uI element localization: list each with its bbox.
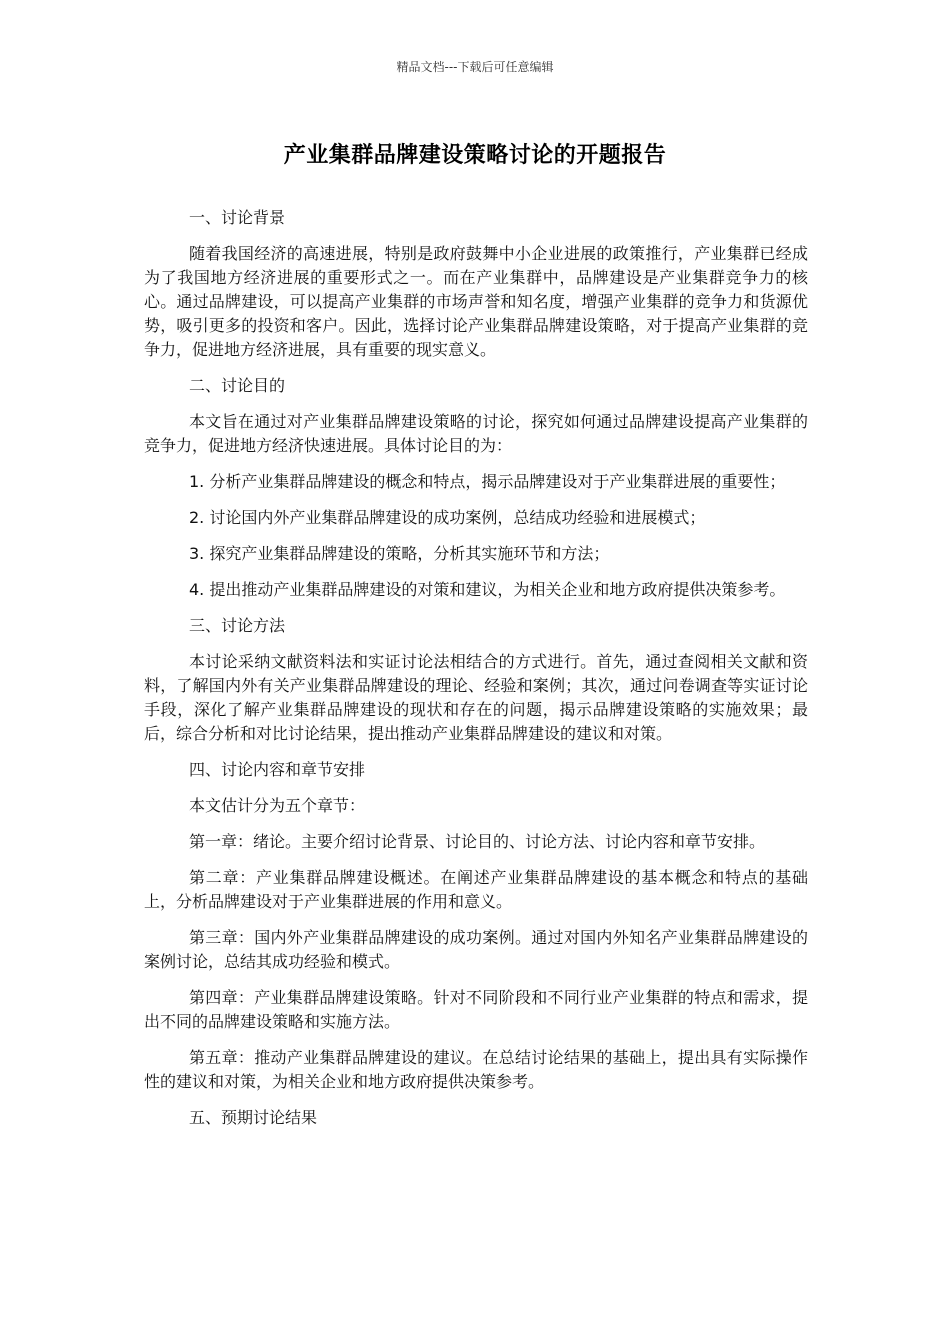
paragraph-purpose: 本文旨在通过对产业集群品牌建设策略的讨论，探究如何通过品牌建设提高产业集群的竞争力，促进地方经济快速进展。具体讨论目的为： <box>144 412 808 455</box>
section-heading-method: 三、讨论方法 <box>189 616 286 635</box>
purpose-item-1: 1. 分析产业集群品牌建设的概念和特点，揭示品牌建设对于产业集群进展的重要性； <box>189 472 786 491</box>
purpose-item-4: 4. 提出推动产业集群品牌建设的对策和建议，为相关企业和地方政府提供决策参考。 <box>189 580 786 599</box>
paragraph-background: 随着我国经济的高速进展，特别是政府鼓舞中小企业进展的政策推行，产业集群已经成为了我国地方经济进展的重要形式之一。而在产业集群中，品牌建设是产业集群竞争力的核心。通过品牌建设，可以提高产业集群的市场声誉和知名度，增强产业集群的竞争力和货源优势，吸引更多的投资和客户。因此，选择讨论产业集群品牌建设策略，对于提高产业集群的竞争力，促进地方经济进展，具有重要的现实意义。 <box>144 244 808 359</box>
section-heading-expected-results: 五、预期讨论结果 <box>189 1108 318 1127</box>
chapter-2: 第二章：产业集群品牌建设概述。在阐述产业集群品牌建设的基本概念和特点的基础上，分析品牌建设对于产业集群进展的作用和意义。 <box>144 868 808 911</box>
chapter-1: 第一章：绪论。主要介绍讨论背景、讨论目的、讨论方法、讨论内容和章节安排。 <box>189 832 766 851</box>
paragraph-content-intro: 本文估计分为五个章节： <box>189 796 366 815</box>
chapter-4: 第四章：产业集群品牌建设策略。针对不同阶段和不同行业产业集群的特点和需求，提出不同的品牌建设策略和实施方法。 <box>144 988 808 1031</box>
document-body <box>144 206 808 1142</box>
section-heading-content: 四、讨论内容和章节安排 <box>189 760 366 779</box>
paragraph-method: 本讨论采纳文献资料法和实证讨论法相结合的方式进行。首先，通过查阅相关文献和资料，了解国内外有关产业集群品牌建设的理论、经验和案例；其次，通过问卷调查等实证讨论手段，深化了解产业集群品牌建设的现状和存在的问题，揭示品牌建设策略的实施效果；最后，综合分析和对比讨论结果，提出推动产业集群品牌建设的建议和对策。 <box>144 652 808 743</box>
purpose-item-3: 3. 探究产业集群品牌建设的策略，分析其实施环节和方法； <box>189 544 610 563</box>
section-heading-background: 一、讨论背景 <box>189 208 286 227</box>
chapter-5: 第五章：推动产业集群品牌建设的建议。在总结讨论结果的基础上，提出具有实际操作性的建议和对策，为相关企业和地方政府提供决策参考。 <box>144 1048 808 1091</box>
chapter-3: 第三章：国内外产业集群品牌建设的成功案例。通过对国内外知名产业集群品牌建设的案例讨论，总结其成功经验和模式。 <box>144 928 808 971</box>
purpose-item-2: 2. 讨论国内外产业集群品牌建设的成功案例，总结成功经验和进展模式； <box>189 508 706 527</box>
header-note: 精品文档---下载后可任意编辑 <box>396 60 554 74</box>
section-heading-purpose: 二、讨论目的 <box>189 376 286 395</box>
document-title: 产业集群品牌建设策略讨论的开题报告 <box>283 143 667 168</box>
